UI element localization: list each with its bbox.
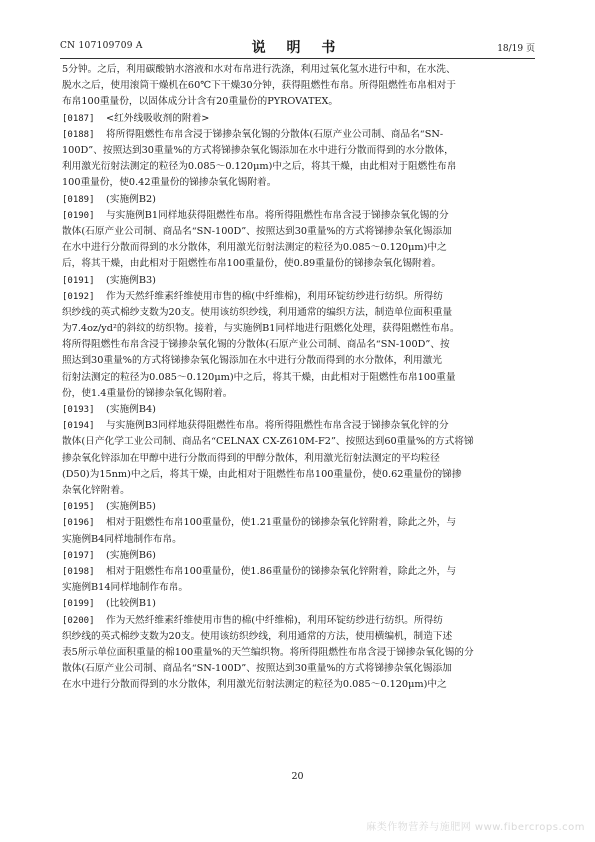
paragraph-line [62,418,536,434]
document-body [62,62,536,694]
paragraph-line [62,127,536,143]
paragraph-line [62,677,536,693]
header-rule [60,58,535,59]
paragraph-line [62,159,536,175]
paragraph-number: [0191] [62,275,95,286]
paragraph-line [62,661,536,677]
paragraph-line [62,467,536,483]
paragraph-number: [0189] [62,194,95,205]
paragraph-number: [0194] [62,421,95,432]
page-count: 18/19 页 [497,44,535,54]
paragraph-line [62,548,536,564]
intro-block [62,62,536,111]
paragraph-text: 散体(石原产业公司制、商品名“SN-100D”、按照达到30重量%的方式将锑掺杂氧化锡添加 [62,663,452,675]
paragraph-line [62,483,536,499]
paragraph-text: 将所得阻燃性布帛含浸于锑掺杂氧化锡的分散体(石原产业公司制、商品名“SN-100D”、按 [62,339,450,351]
paragraph-line [62,596,536,612]
paragraph-text: 将所得阻燃性布帛含浸于锑掺杂氧化锡的分散体(石原产业公司制、商品名“SN- [106,128,444,140]
paragraph-line [62,240,536,256]
paragraph-line [62,289,536,305]
paragraph-text: (实施例B6) [106,549,156,561]
paragraph-number: [0188] [62,129,95,140]
paragraph-line [62,515,536,531]
paragraph-line [62,613,536,629]
paragraph-text: 散体(日产化学工业公司制、商品名“CELNAX CX-Z610M-F2”、按照达到60重量%的方式将锑 [62,436,474,448]
paragraph-line [62,337,536,353]
paragraph-text: 织纱线的英式棉纱支数为20支。使用该纺织纱线，利用通常的方法，使用横编机，制造下述 [62,630,453,642]
paragraph-text: 作为天然纤维素纤维使用市售的棉(中纤维棉)，利用环锭纺纱进行纺织。所得纺 [106,290,443,302]
paragraph-text: 照达到30重量%的方式将锑掺杂氧化锡添加在水中进行分散而得到的水分散体，利用激光 [62,355,442,367]
paragraph-line [62,370,536,386]
page-header [60,40,535,54]
publication-number: CN 107109709 A [60,41,143,51]
paragraph-text: 散体(石原产业公司制、商品名“SN-100D”、按照达到30重量%的方式将锑掺杂氧化锡添加 [62,225,452,237]
paragraph-text: 表5所示单位面积重量的棉100重量%的天竺编织物。将所得阻燃性布帛含浸于锑掺杂氧化锡的分 [62,646,474,658]
paragraph-line [62,353,536,369]
paragraph-line [62,256,536,272]
paragraph-line [62,305,536,321]
paragraph-number: [0192] [62,291,95,302]
intro-line: 布帛100重量份，以固体成分计含有20重量份的PYROVATEX。 [62,96,339,108]
paragraph-number: [0195] [62,502,95,513]
paragraph-line [62,402,536,418]
paragraph-text: (比较例B1) [106,598,156,610]
paragraph-line [62,192,536,208]
paragraph-number: [0198] [62,566,95,577]
paragraph-text: (实施例B4) [106,404,156,416]
paragraph-text: 为7.4oz/yd²的斜纹的纺织物。接着，与实施例B1同样地进行阻燃化处理，获得阻燃性布帛。 [62,323,460,335]
paragraph-text: 后，将其干燥，由此相对于阻燃性布帛100重量份，使0.89重量份的锑掺杂氧化锡附着。 [62,258,442,270]
paragraph-line [62,645,536,661]
paragraph-line [62,386,536,402]
paragraph-text: 在水中进行分散而得到的水分散体，利用激光衍射法测定的粒径为0.085～0.120μm)中之 [62,679,447,691]
paragraph-text: 实施例B14同样地制作布帛。 [62,582,189,594]
paragraph-line [62,580,536,596]
paragraph-line [62,434,536,450]
paragraph-line [62,532,536,548]
intro-line: 脱水之后，使用滚筒干燥机在60℃下干燥30分钟，获得阻燃性布帛。所得阻燃性布帛相对于 [62,80,456,92]
paragraph-text: <红外线吸收剂的附着> [106,112,210,124]
paragraph-number: [0199] [62,599,95,610]
paragraph-number: [0193] [62,405,95,416]
paragraph-text: 相对于阻燃性布帛100重量份，使1.21重量份的锑掺杂氧化锌附着，除此之外，与 [106,517,457,529]
paragraph-text: 杂氧化锌附着。 [62,485,130,496]
paragraph-number: [0190] [62,210,95,221]
paragraph-text: 100D”、按照达到30重量%的方式将锑掺杂氧化锡添加在水中进行分散而得到的水分散体， [62,144,454,156]
paragraph-number: [0196] [62,518,95,529]
paragraph-line [62,175,536,191]
paragraph-line [62,564,536,580]
paragraph-number: [0200] [62,615,95,626]
intro-line: 5分钟。之后，利用碳酸钠水溶液和水对布帛进行洗涤，利用过氧化氢水进行中和，在水洗、 [62,64,456,75]
paragraph-list [62,111,536,694]
paragraph-text: (D50)为15nm)中之后，将其干燥，由此相对于阻燃性布帛100重量份，使0.62重量份的锑掺 [62,468,462,480]
paragraph-line [62,273,536,289]
paragraph-text: (实施例B5) [106,501,156,513]
paragraph-text: 织纱线的英式棉纱支数为20支。使用该纺织纱线，利用通常的编织方法，制造单位面积重量 [62,306,453,318]
paragraph-text: 利用激光衍射法测定的粒径为0.085～0.120μm)中之后，将其干燥，由此相对于阻燃性布帛 [62,161,457,173]
watermark: 麻类作物营养与施肥网 www.fibercrops.com [366,822,585,833]
paragraph-text: 作为天然纤维素纤维使用市售的棉(中纤维棉)，利用环锭纺纱进行纺织。所得纺 [106,614,443,626]
paragraph-number: [0197] [62,550,95,561]
paragraph-text: 掺杂氧化锌添加在甲醇中进行分散而得到的甲醇分散体，利用激光衍射法测定的平均粒径 [62,452,440,464]
paragraph-line [62,629,536,645]
paragraph-text: 相对于阻燃性布帛100重量份，使1.86重量份的锑掺杂氧化锌附着，除此之外，与 [106,565,457,577]
paragraph-text: 实施例B4同样地制作布帛。 [62,533,182,545]
page-number: 20 [291,771,304,782]
paragraph-text: 与实施例B1同样地获得阻燃性布帛。将所得阻燃性布帛含浸于锑掺杂氧化锡的分 [106,209,449,221]
paragraph-line [62,321,536,337]
paragraph-text: 100重量份，使0.42重量份的锑掺杂氧化锡附着。 [62,177,277,189]
paragraph-line [62,111,536,127]
paragraph-text: 在水中进行分散而得到的水分散体，利用激光衍射法测定的粒径为0.085～0.120μm)中之 [62,242,447,254]
paragraph-line [62,451,536,467]
paragraph-text: 份，使1.4重量份的锑掺杂氧化锡附着。 [62,387,233,399]
paragraph-line [62,499,536,515]
paragraph-line [62,143,536,159]
paragraph-text: (实施例B2) [106,193,156,205]
paragraph-text: (实施例B3) [106,274,156,286]
paragraph-text: 衍射法测定的粒径为0.085～0.120μm)中之后，将其干燥，由此相对于阻燃性布帛100重量 [62,371,456,383]
paragraph-line [62,208,536,224]
document-title: 说 明 书 [251,40,344,56]
paragraph-line [62,224,536,240]
paragraph-text: 与实施例B3同样地获得阻燃性布帛。将所得阻燃性布帛含浸于锑掺杂氧化锌的分 [106,420,449,432]
paragraph-number: [0187] [62,113,95,124]
